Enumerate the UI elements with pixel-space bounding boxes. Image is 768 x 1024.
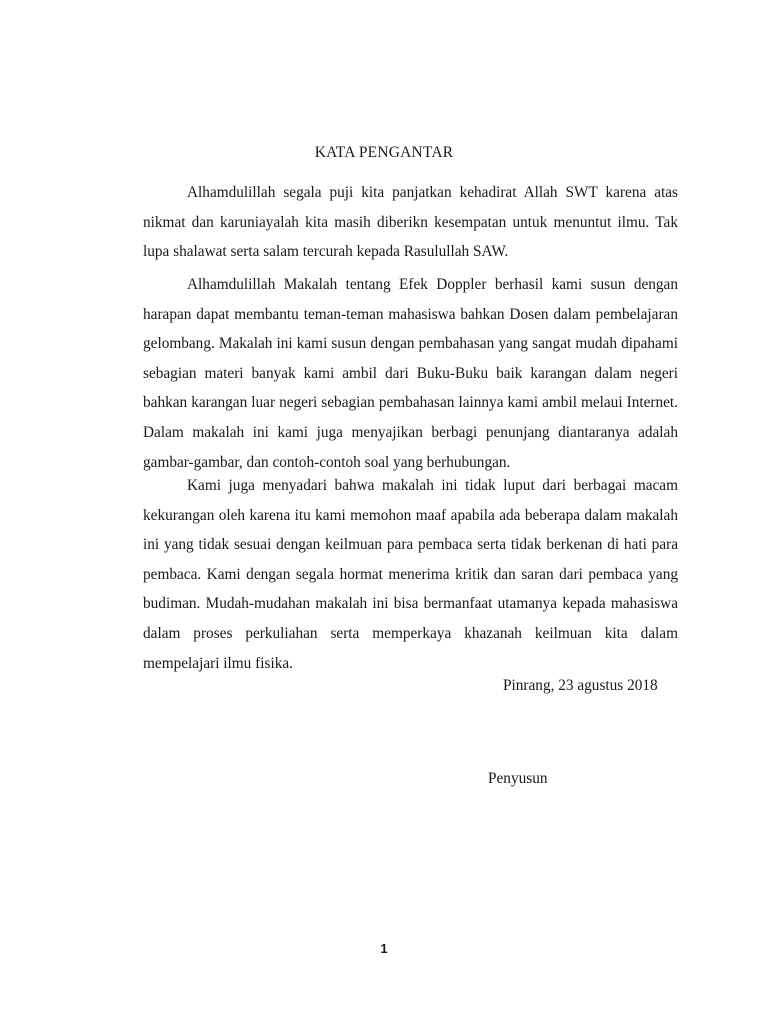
page-number: 1 — [380, 941, 388, 956]
paragraph-opening: Alhamdulillah segala puji kita panjatkan kehadirat Allah SWT karena atas nikmat dan karuniayalah kita masih diberikn kesempatan untuk menuntut ilmu. Tak lupa shalawat serta salam tercurah kepada Rasulullah SAW. — [143, 184, 678, 261]
place-date: Pinrang, 23 agustus 2018 — [503, 677, 658, 694]
page-title: KATA PENGANTAR — [314, 144, 454, 161]
paragraph-body: Alhamdulillah Makalah tentang Efek Doppler berhasil kami susun dengan harapan dapat membantu teman-teman mahasiswa bahkan Dosen dalam pembelajaran gelombang. Makalah ini kami susun dengan pembahasan yang sangat mudah dipahami sebagian materi banyak kami ambil dari Buku-Buku baik karangan dalam negeri bahkan karangan luar negeri sebagian pembahasan lainnya kami ambil melaui Internet. Dalam makalah ini kami juga menyajikan berbagi penunjang diantaranya adalah gambar-gambar, dan contoh-contoh soal yang berhubungan. — [143, 276, 678, 471]
paragraph-closing: Kami juga menyadari bahwa makalah ini tidak luput dari berbagai macam kekurangan oleh karena itu kami memohon maaf apabila ada beberapa dalam makalah ini yang tidak sesuai dengan keilmuan para pembaca serta tidak berkenan di hati para pembaca. Kami dengan segala hormat menerima kritik dan saran dari pembaca yang budiman. Mudah-mudahan makalah ini bisa bermanfaat utamanya kepada mahasiswa dalam proses perkuliahan serta memperkaya khazanah keilmuan kita dalam mempelajari ilmu fisika. — [143, 477, 678, 672]
author-signature-label: Penyusun — [488, 770, 548, 787]
